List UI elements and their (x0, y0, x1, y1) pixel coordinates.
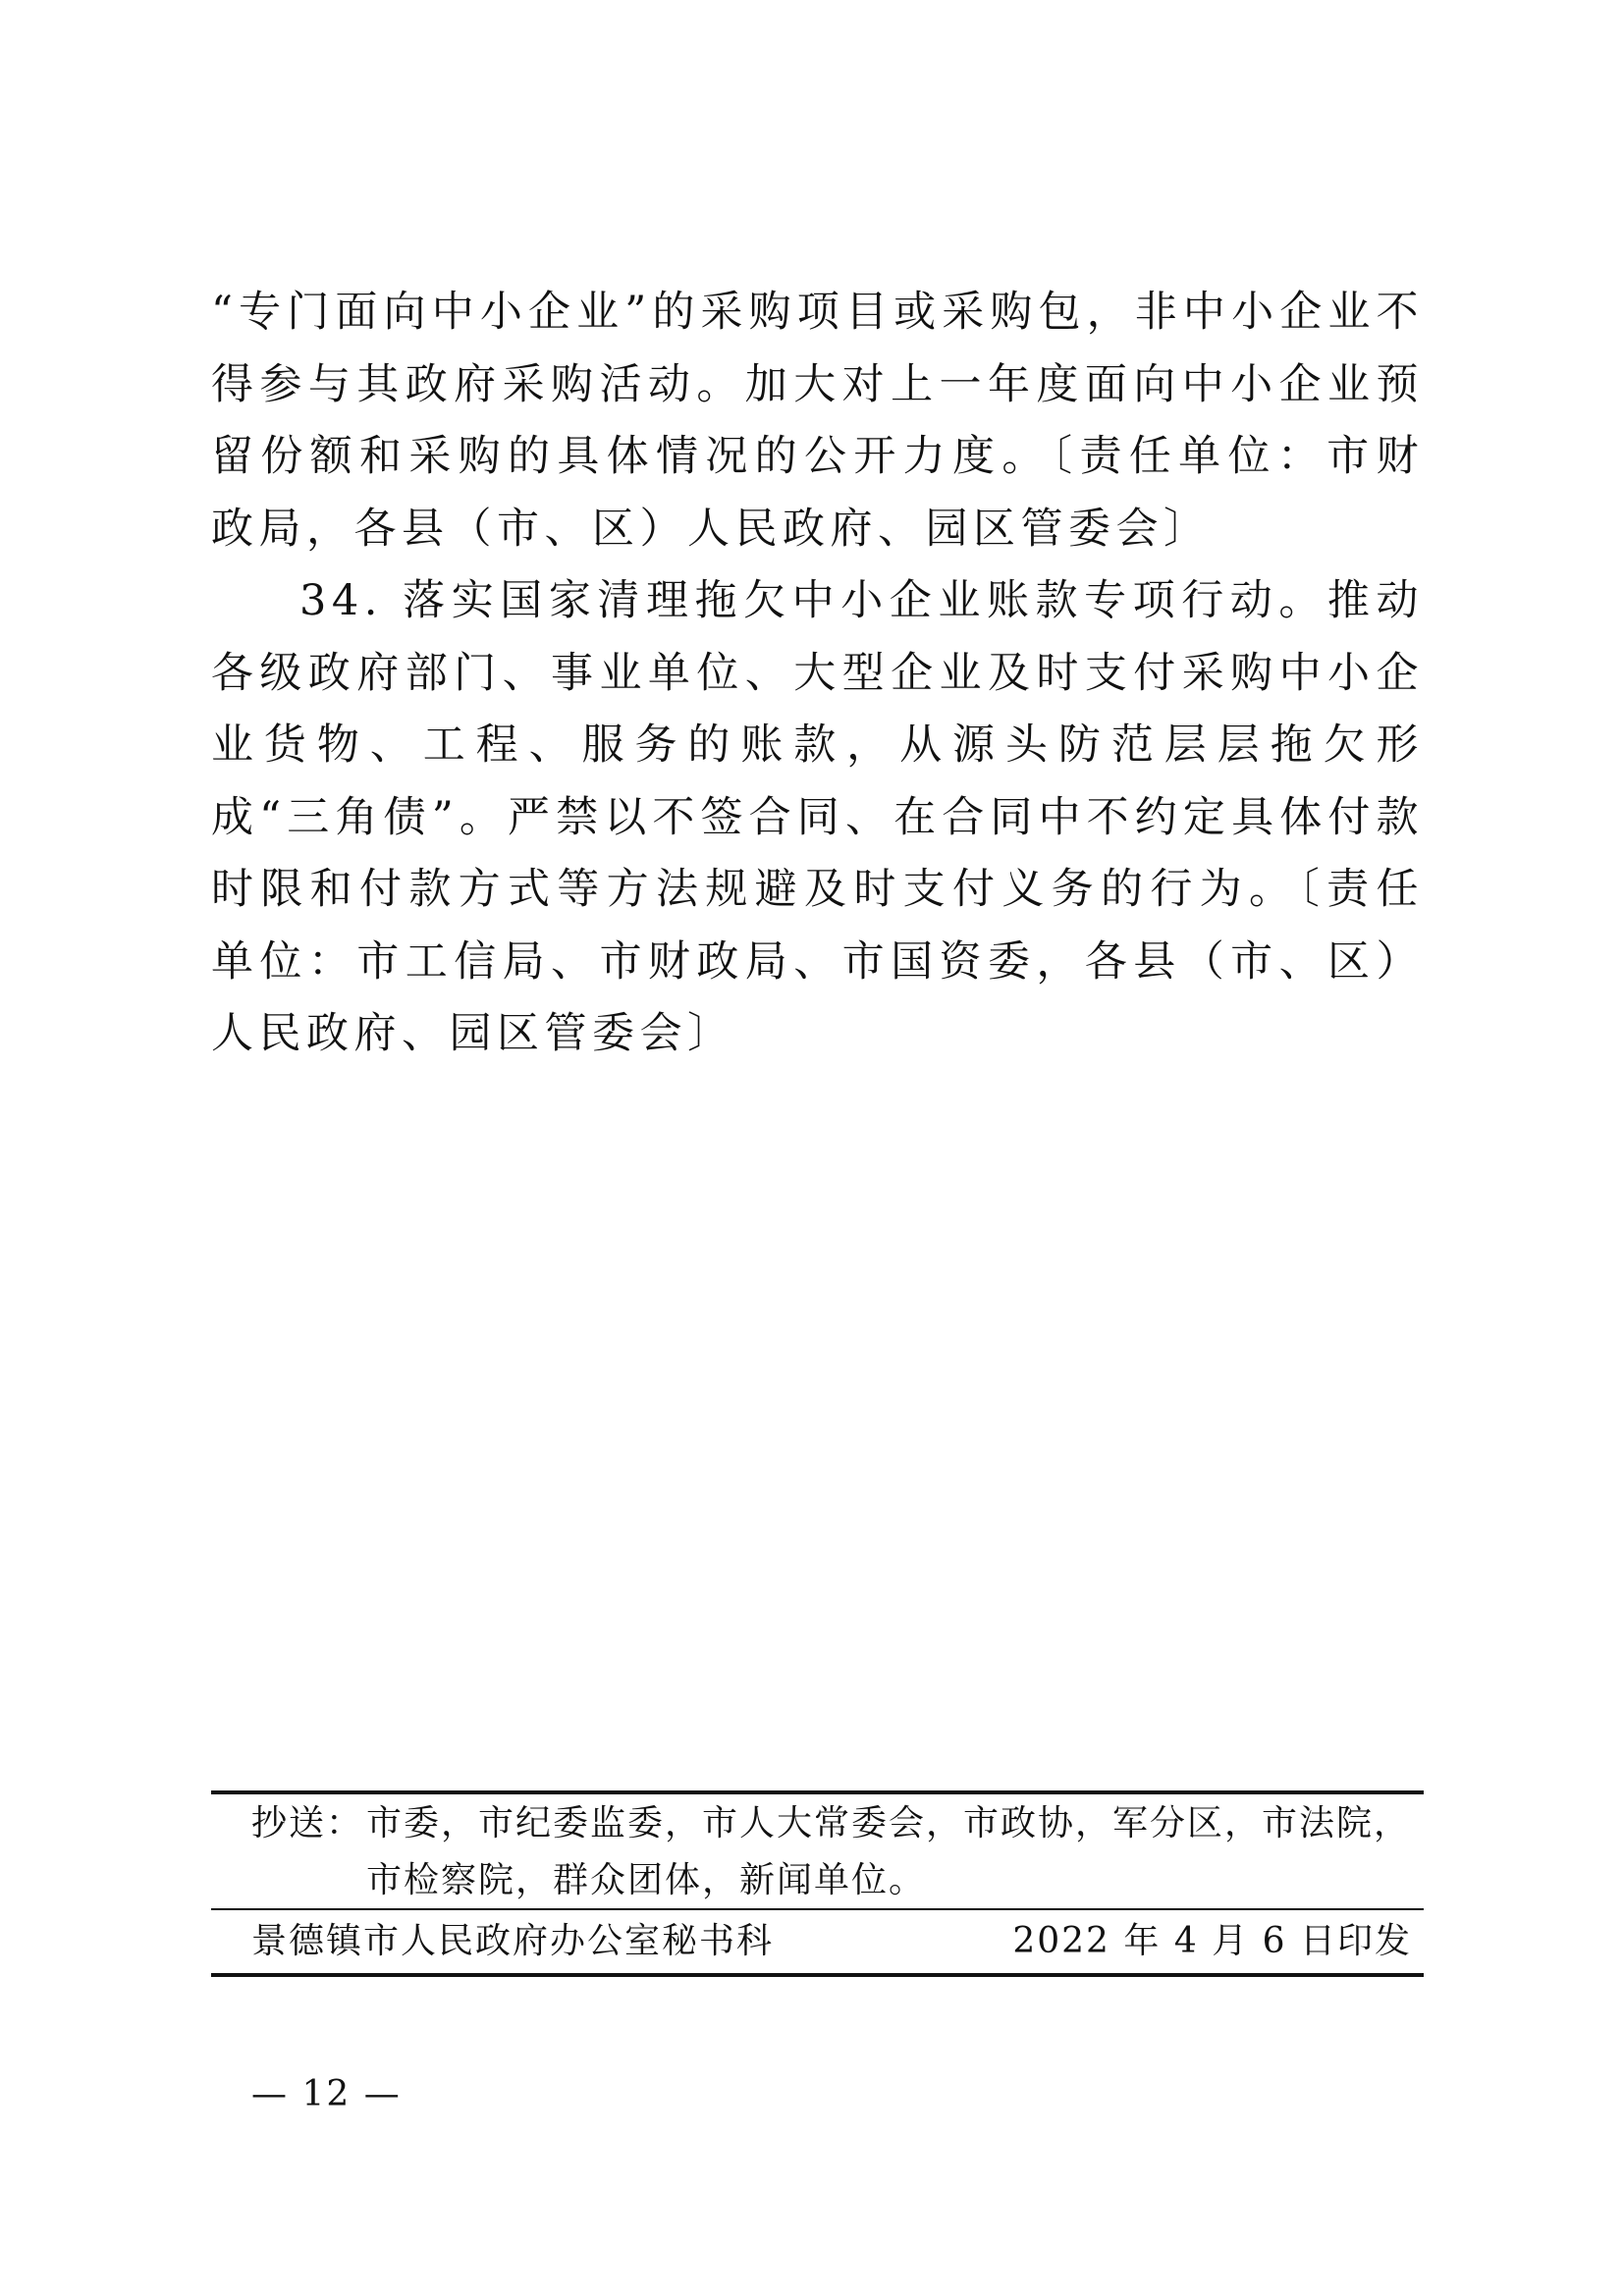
issue-date: 2022 年 4 月 6 日印发 (1012, 1921, 1412, 1961)
document-body (211, 277, 1424, 1071)
footer-top-rule (211, 1790, 1424, 1794)
footer-bottom-rule (211, 1973, 1424, 1977)
paragraph-procurement: “专门面向中小企业”的采购项目或采购包，非中小企业不得参与其政府采购活动。加大对上一年度面向中小企业预留份额和采购的具体情况的公开力度。〔责任单位：市财政局，各县（市、区）人民政府、园区管委会〕 (211, 288, 1424, 554)
issuing-office: 景德镇市人民政府办公室秘书科 (251, 1921, 775, 1961)
page-number: — 12 — (251, 2074, 402, 2114)
footer-middle-rule (211, 1908, 1424, 1910)
paragraph-item-34: 34. 落实国家清理拖欠中小企业账款专项行动。推动各级政府部门、事业单位、大型企业及时支付采购中小企业货物、工程、服务的账款，从源头防范层层拖欠形成“三角债”。严禁以不签合同、在合同中不约定具体付款时限和付款方式等方法规避及时支付义务的行为。〔责任单位：市工信局、市财政局、市国资委，各县（市、区）人民政府、园区管委会〕 (211, 576, 1424, 1058)
cc-label: 抄送： (251, 1803, 364, 1843)
cc-recipients-line-2: 市检察院，群众团体，新闻单位。 (366, 1860, 927, 1900)
cc-recipients-line-1: 市委，市纪委监委，市人大常委会，市政协，军分区，市法院， (366, 1803, 1412, 1843)
